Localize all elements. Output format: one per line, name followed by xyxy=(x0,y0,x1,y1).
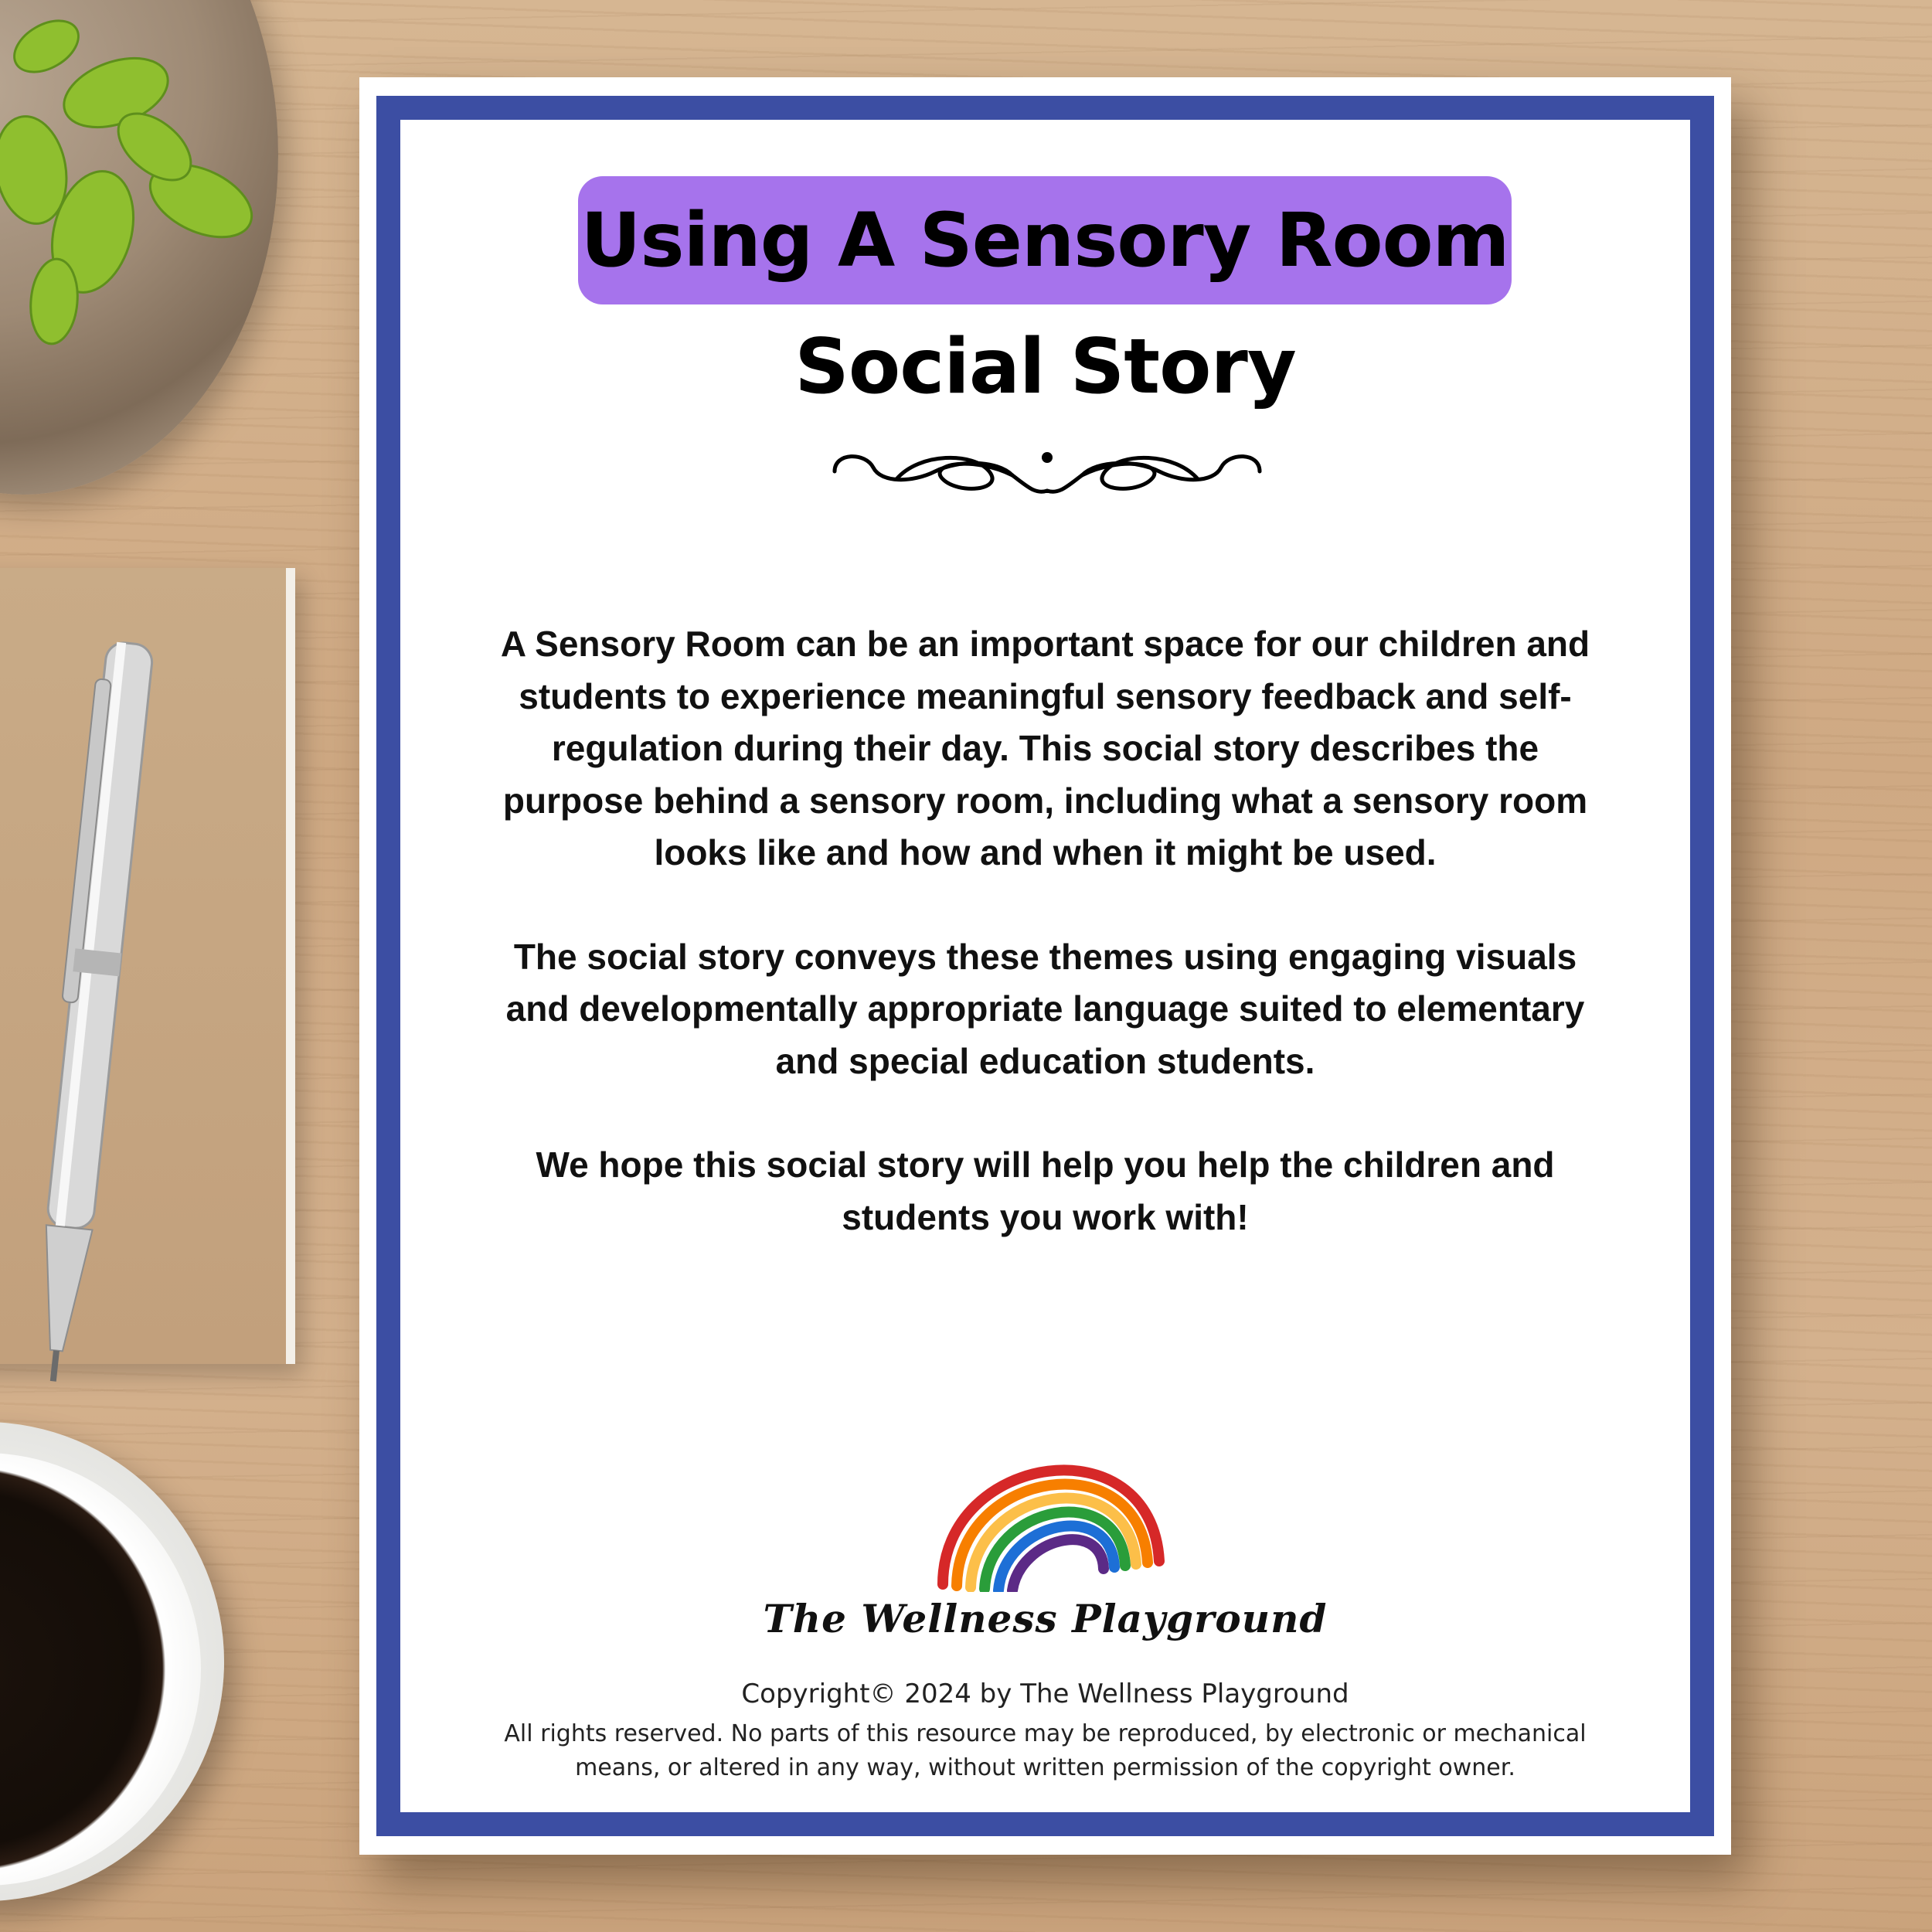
plant-leaves-icon xyxy=(0,0,278,355)
description xyxy=(491,618,1600,1295)
paragraph-intro: A Sensory Room can be an important space for our children and students to experience meaningful sensory feedback and self-regulation during their day. This social story describes the purpose behind a sensory room, including what a sensory room looks like and how and when it might be used. xyxy=(500,624,1590,872)
paragraph-closing: We hope this social story will help you help the children and students you work with! xyxy=(536,1145,1555,1237)
flourish-divider-icon xyxy=(819,440,1275,502)
paragraph-themes: The social story conveys these themes using engaging visuals and developmentally appropriate language suited to elementary and special education students. xyxy=(505,936,1585,1081)
document-page xyxy=(359,77,1731,1855)
pen-icon xyxy=(15,626,170,1383)
rights-notice: All rights reserved. No parts of this resource may be reproduced, by electronic or mechanical means, or altered in any way, without written permission of the copyright owner. xyxy=(504,1720,1587,1781)
copyright-line: Copyright© 2024 by The Wellness Playground xyxy=(741,1679,1349,1709)
page-subtitle: Social Story xyxy=(794,323,1296,411)
page-title: Using A Sensory Room xyxy=(580,197,1509,284)
brand-name: The Wellness Playground xyxy=(763,1596,1328,1641)
rainbow-logo-icon xyxy=(927,1422,1167,1592)
title-banner xyxy=(578,176,1512,304)
